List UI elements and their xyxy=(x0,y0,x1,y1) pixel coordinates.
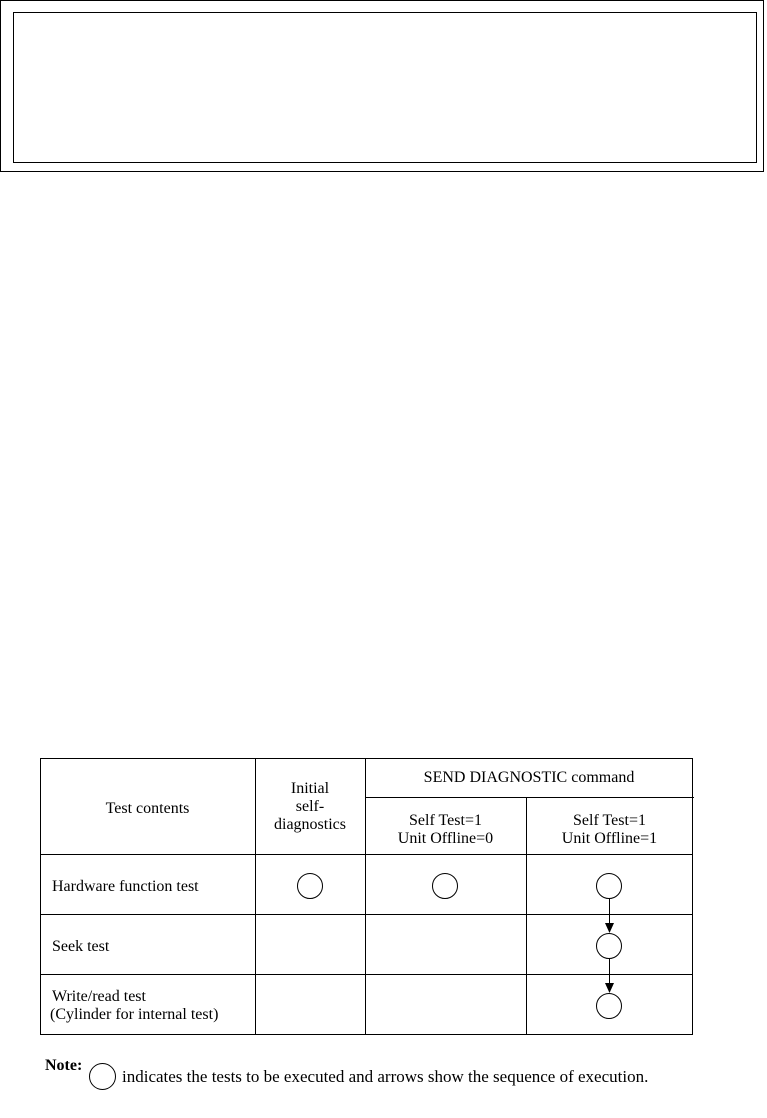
circle-icon xyxy=(297,873,323,899)
row-label-writeread-line1: Write/read test xyxy=(52,988,146,1005)
row-label-hardware: Hardware function test xyxy=(52,878,199,895)
note-text: indicates the tests to be executed and arrows show the sequence of execution. xyxy=(122,1067,649,1086)
header-initial-line1: Initial xyxy=(290,780,330,797)
header-initial-diagnostics xyxy=(255,780,365,834)
header-initial-line2: self- xyxy=(295,798,325,815)
circle-icon xyxy=(596,873,622,899)
circle-icon xyxy=(432,873,458,899)
inner-frame xyxy=(13,12,757,163)
table-top-border xyxy=(40,758,693,759)
row-label-writeread-line2: (Cylinder for internal test) xyxy=(50,1006,219,1023)
note-label: Note: xyxy=(45,1057,83,1074)
legend-circle-icon xyxy=(89,1063,116,1090)
col-divider-2 xyxy=(365,758,366,1035)
arrow-down-icon xyxy=(603,959,617,995)
arrow-down-icon xyxy=(603,899,617,935)
table-bottom-border xyxy=(40,1034,693,1035)
row-label-seek: Seek test xyxy=(52,938,110,955)
subheader-offline-1-line2: Unit Offline=1 xyxy=(561,830,658,847)
circle-icon xyxy=(596,933,622,959)
circle-icon xyxy=(596,993,622,1019)
row-divider-1 xyxy=(40,914,693,915)
row-divider-2 xyxy=(40,974,693,975)
row-label-writeread xyxy=(52,988,218,1024)
header-initial-line3: diagnostics xyxy=(274,816,346,833)
header-send-diagnostic: SEND DIAGNOSTIC command xyxy=(423,769,635,786)
table-right-border xyxy=(692,758,693,1035)
subheader-offline-0-line2: Unit Offline=0 xyxy=(397,830,494,847)
subheader-offline-0 xyxy=(365,812,526,848)
subheader-offline-1 xyxy=(526,812,693,848)
subheader-offline-0-line1: Self Test=1 xyxy=(409,812,482,829)
header-bottom-line xyxy=(40,854,693,855)
header-test-contents: Test contents xyxy=(105,800,190,817)
subheader-offline-1-line1: Self Test=1 xyxy=(573,812,646,829)
subheader-divider xyxy=(365,797,694,798)
outer-frame xyxy=(0,0,764,172)
